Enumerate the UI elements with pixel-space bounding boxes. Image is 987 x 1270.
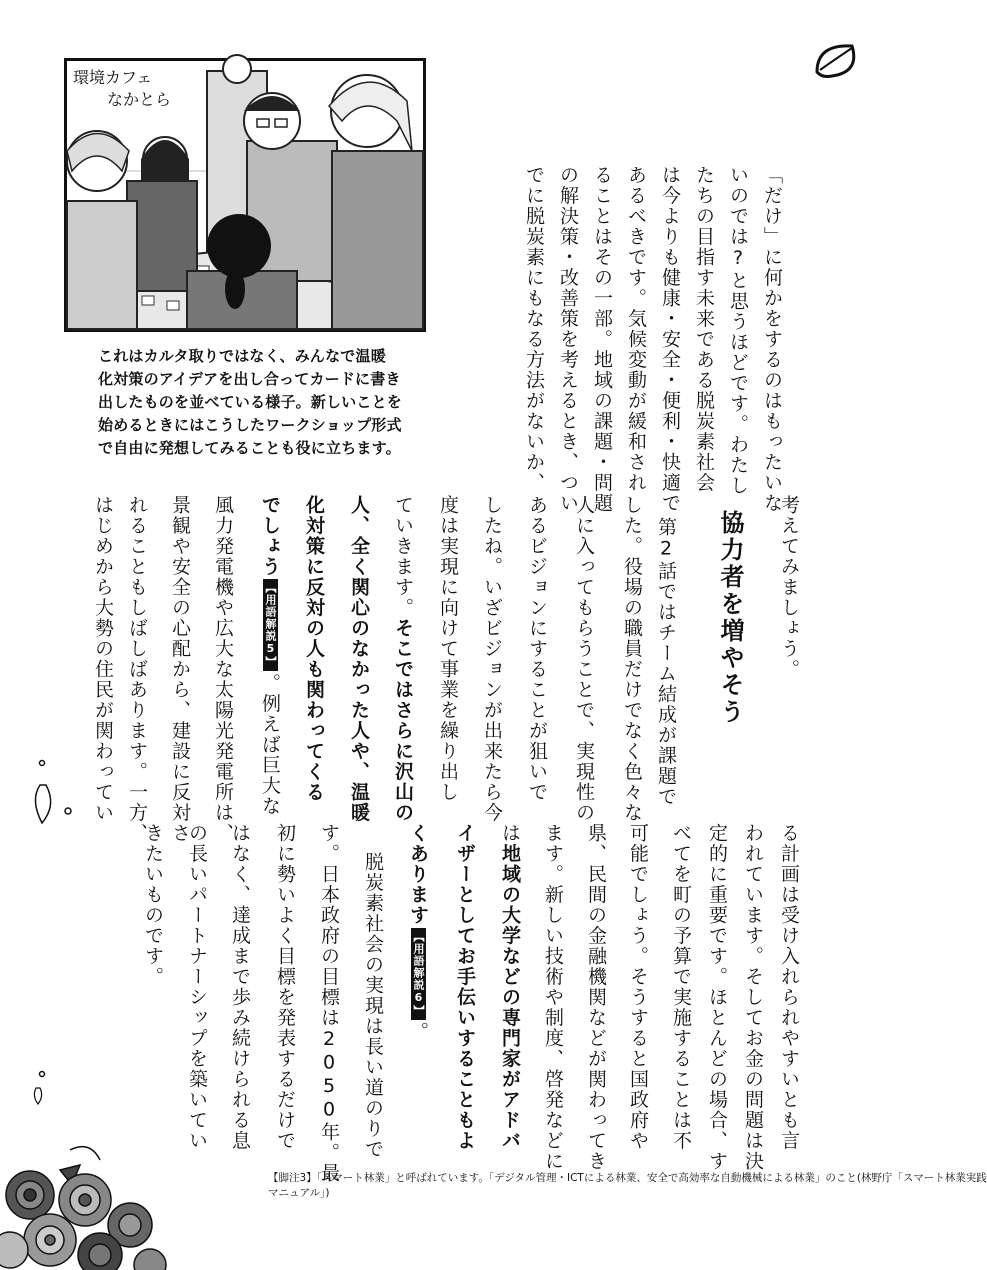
leaf-icon (812, 42, 862, 80)
lower-column-5: 可能でしょう。そうすると国政府や (627, 823, 649, 1151)
lower-column-10 (408, 823, 427, 1042)
middle-column-15: れることもしばしばあります。一方、 (126, 495, 148, 844)
lower-column-9: イザーとしてお手伝いすることもよ (454, 823, 476, 1151)
illustration-caption (98, 345, 430, 460)
middle-column-9 (393, 495, 412, 823)
caption-line: 出したものを並べている様子。新しいことを (98, 393, 403, 411)
upper-column-7: でに脱炭素にもなる方法がないか、 (523, 165, 545, 493)
glossary-badge-6: 【用語解説6】 (411, 928, 426, 1020)
illustration-drawing (67, 61, 423, 329)
middle-column-9-plain: ていきます。 (392, 495, 414, 618)
middle-column-11: 化対策に反対の人も関わってくる (303, 495, 325, 803)
middle-column-14: 景観や安全の心配から、建設に反対さ (169, 495, 191, 844)
caption-line: で自由に発想してみることも役に立ちます。 (98, 439, 401, 457)
caption-line: 化対策のアイデアを出し合ってカードに書き (98, 370, 401, 388)
lower-column-16: きたいものです。 (142, 823, 164, 987)
petal-decoration-icon (28, 1068, 58, 1108)
lower-column-8-plain: は (499, 823, 521, 844)
middle-column-6: あるビジョンにすることが狙いで (526, 495, 548, 803)
upper-column-4: あるべきです。気候変動が緩和され (625, 165, 647, 493)
lower-column-11: 脱炭素社会の実現は長い道のりで (362, 852, 384, 1160)
middle-column-12 (260, 495, 279, 817)
upper-column-3: は今よりも健康・安全・便利・快適で (659, 165, 681, 514)
petal-decoration-icon (22, 755, 82, 835)
footnote (268, 1171, 987, 1201)
sign-text-line1: 環境カフェ (73, 68, 153, 87)
middle-column-9-bold: そこではさらに沢山の (392, 618, 414, 823)
lower-column-1: る計画は受け入れられやすいとも言 (778, 823, 800, 1151)
caption-line: これはカルタ取りではなく、みんなで温暖 (98, 347, 386, 365)
section-heading: 協力者を増やそう (716, 510, 744, 726)
sign-text-line2: なかとら (107, 90, 172, 109)
caption-line: 始めるときにはこうしたワークショップ形式 (98, 416, 402, 434)
glossary-badge-5: 【用語解説5】 (263, 579, 278, 671)
lower-column-2: われています。そしてお金の問題は決 (742, 823, 764, 1172)
footnote-line: マニュアル」) (268, 1187, 330, 1199)
middle-column-13: 風力発電機や広大な太陽光発電所は、 (212, 495, 234, 844)
rose-cluster-icon (0, 1140, 170, 1270)
upper-column-1: いのでは?と思うほどです。わたし (727, 165, 749, 496)
middle-column-8: 度は実現に向けて事業を繰り出し (437, 495, 459, 803)
middle-column-5: 人に入ってもらうことで、実現性の (573, 495, 595, 823)
middle-column-16: はじめから大勢の住民が関わってい (92, 495, 114, 823)
lower-column-13: 初に勢いよく目標を発表するだけで (274, 823, 296, 1151)
upper-column-5: ることはその一部。地域の課題・問題 (591, 165, 613, 514)
lower-column-10-plain: 。 (407, 1021, 429, 1042)
middle-column-1: 考えてみましょう。 (778, 495, 800, 680)
lower-column-8 (500, 823, 519, 1151)
middle-column-3: 第2話ではチーム結成が課題で (655, 517, 677, 807)
middle-column-7: したね。いざビジョンが出来たら今 (481, 495, 503, 823)
lower-column-6: 県、民間の金融機関などが関わってき (585, 823, 607, 1172)
lower-column-14: はなく、達成まで歩み続けられる息 (229, 823, 251, 1151)
middle-column-10: 人、全く関心のなかった人や、温暖 (348, 495, 370, 823)
lower-column-10-bold: くあります (407, 823, 429, 926)
lower-column-12: す。日本政府の目標は2050年。最 (318, 823, 340, 1184)
middle-column-12-bold: でしょう (259, 495, 281, 577)
footnote-line: 【脚注3】「スマート林業」と呼ばれています。「デジタル管理・ICTによる林業、安全で高効率な自動機械による林業」のこと(林野庁「スマート林業実践 (268, 1172, 987, 1184)
upper-column-6: の解決策・改善策を考えるとき、つい (557, 165, 579, 514)
manga-illustration (64, 58, 426, 332)
lower-column-15: の長いパートナーシップを築いてい (186, 823, 208, 1151)
upper-column-2: たちの目指す未来である脱炭素社会 (693, 165, 715, 493)
lower-column-8-bold: 地域の大学などの専門家がアドバ (499, 843, 521, 1151)
lower-column-7: ます。新しい技術や制度、啓発などに (542, 823, 564, 1172)
middle-column-12-plain: 。例えば巨大な (259, 673, 281, 817)
upper-column-0: 「だけ」に何かをするのはもったいな (761, 165, 783, 514)
lower-column-4: べてを町の予算で実施することは不 (670, 823, 692, 1151)
middle-column-4: した。役場の職員だけでなく色々な (621, 495, 643, 823)
lower-column-3: 定的に重要です。ほとんどの場合、す (706, 823, 728, 1172)
